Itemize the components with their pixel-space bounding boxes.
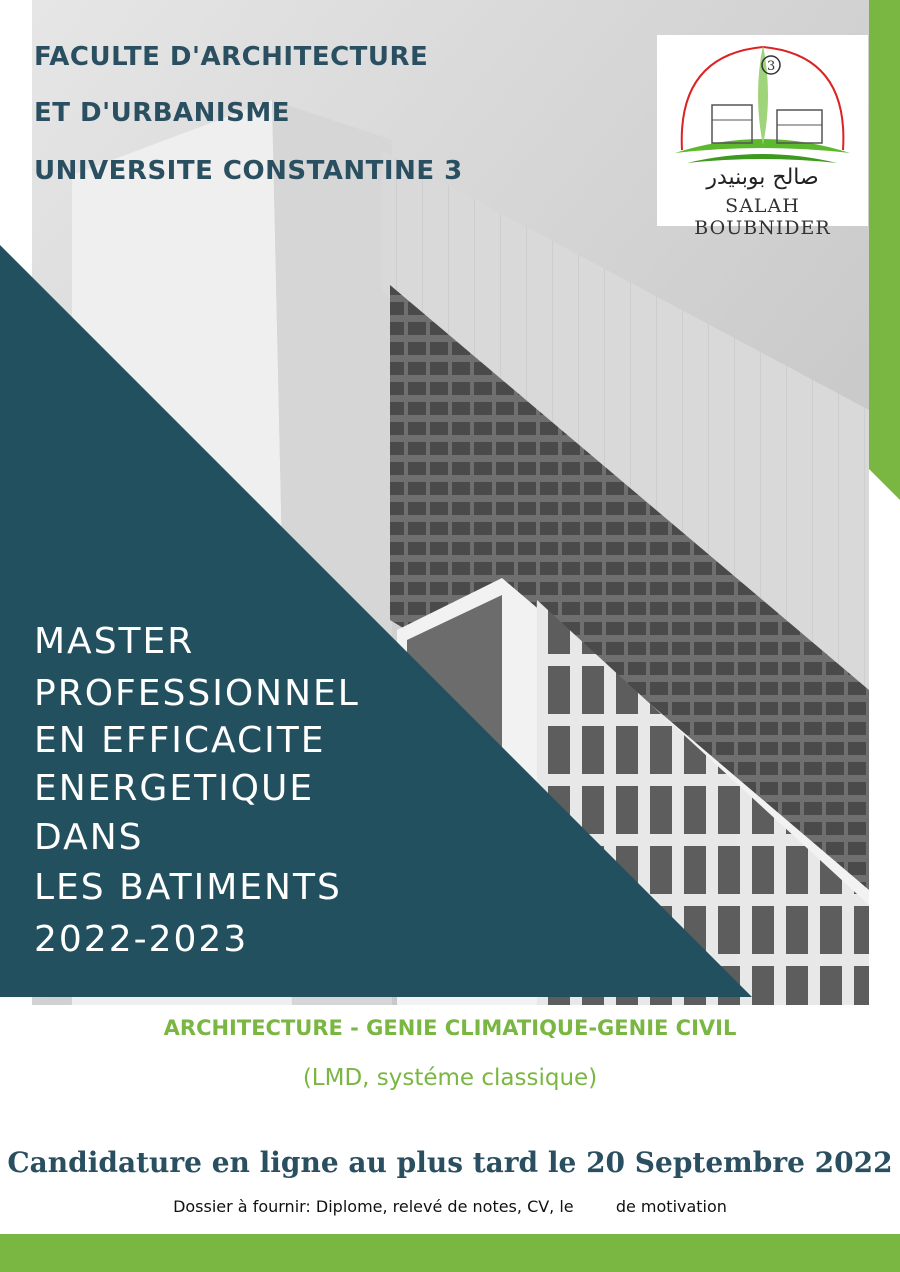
logo-arabic-name: صالح بوبنيدر [706, 165, 819, 190]
title-line-4: ENERGETIQUE [34, 768, 315, 809]
required-documents [0, 1197, 900, 1216]
title-line-1: MASTER [34, 621, 195, 662]
title-line-5: DANS [34, 817, 144, 858]
application-deadline [0, 1146, 900, 1179]
title-year: 2022-2023 [34, 919, 249, 960]
logo-number: 3 [767, 59, 776, 74]
title-line-6: LES BATIMENTS [34, 867, 342, 908]
specialties-subtitle: ARCHITECTURE - GENIE CLIMATIQUE-GENIE CIVIL [163, 1016, 737, 1040]
logo-emblem-icon [657, 35, 868, 185]
deadline-part1: Candidature en ligne au plus tard le 20 [7, 1146, 626, 1179]
documents-part2: de motivation [615, 1197, 727, 1216]
bottom-green-bar [0, 1234, 900, 1272]
system-note: (LMD, systéme classique) [302, 1065, 598, 1091]
deadline-part2: Septembre 2022 [634, 1146, 893, 1179]
documents-part1: Dossier à fournir: Diplome, relevé de notes, CV, le [173, 1197, 574, 1216]
faculty-name-line2: ET D'URBANISME [34, 98, 290, 128]
title-line-3: EN EFFICACITE [34, 720, 326, 761]
faculty-name-line1: FACULTE D'ARCHITECTURE [34, 42, 429, 72]
university-name: UNIVERSITE CONSTANTINE 3 [34, 156, 463, 186]
logo-latin-name: SALAH BOUBNIDER [694, 195, 831, 239]
title-line-2: PROFESSIONNEL [34, 673, 360, 714]
university-logo [657, 35, 868, 239]
